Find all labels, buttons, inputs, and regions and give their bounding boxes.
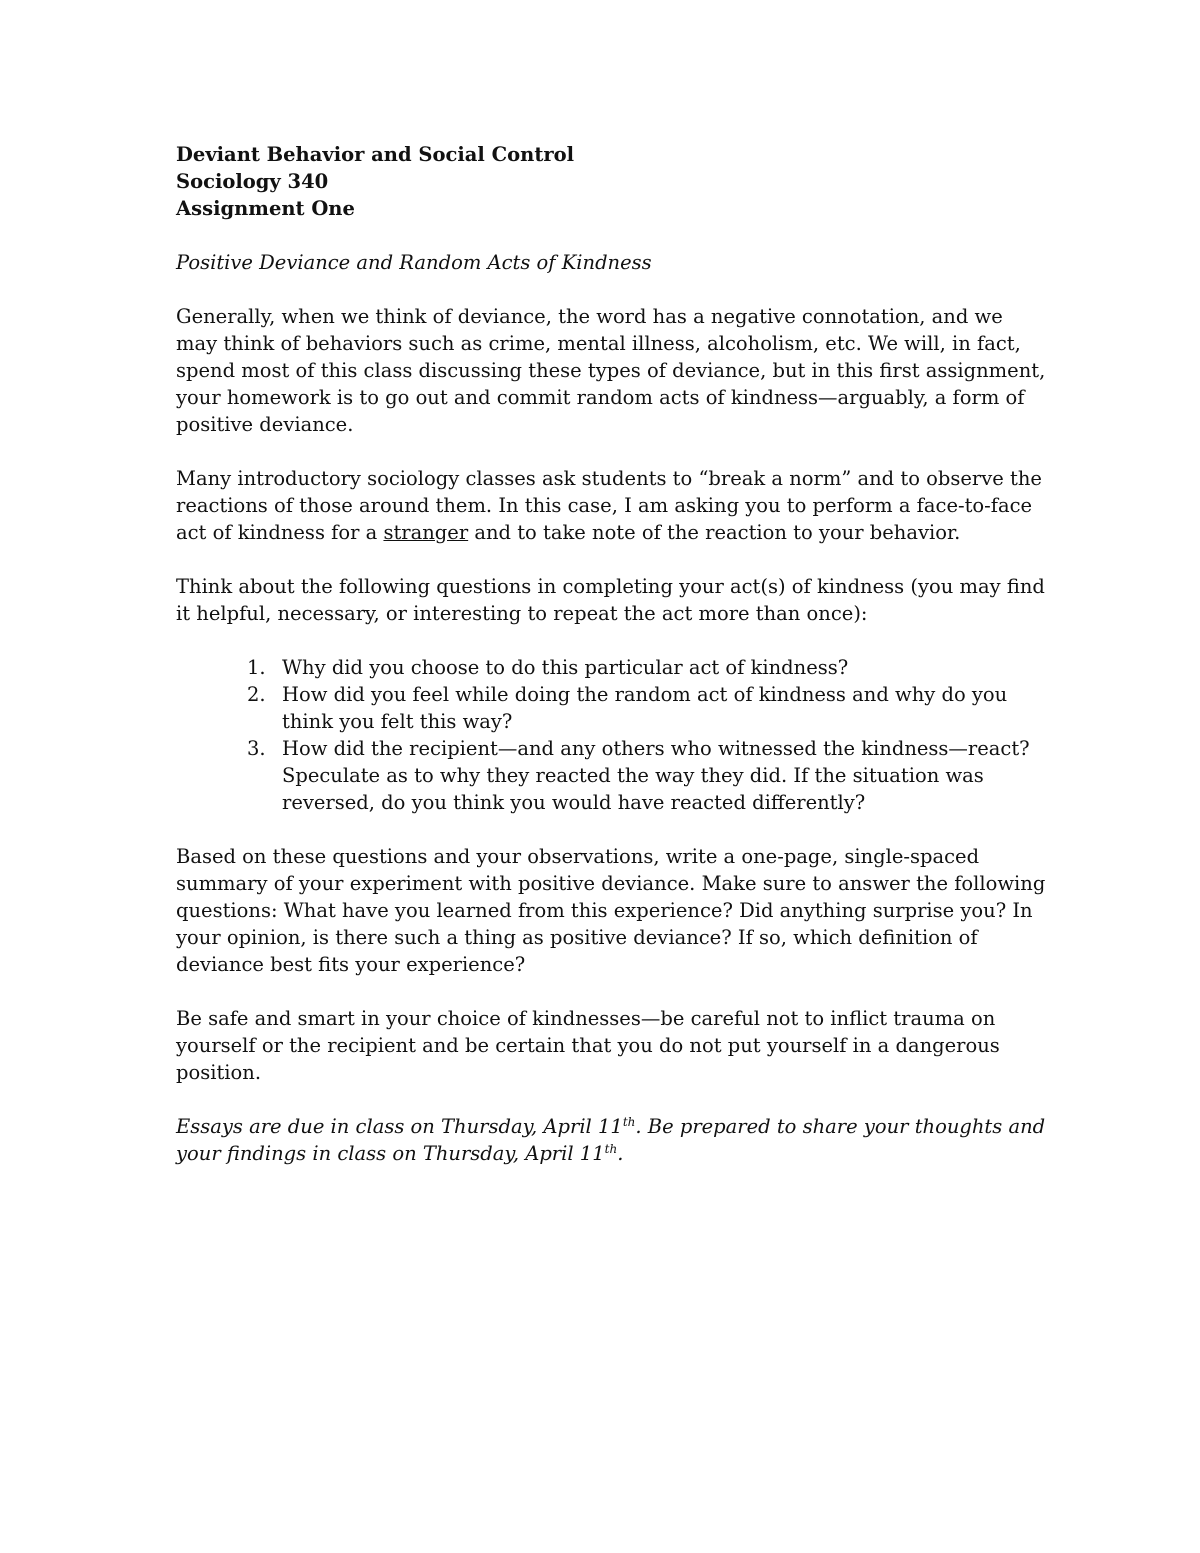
intro-paragraph: Generally, when we think of deviance, the word has a negative connotation, and we may think of behaviors such as crime, mental illness, alcoholism, etc. We will, in fact, spend most of this class discussing these types of deviance, but in this first assignment, your homework is to go out and commit random acts of kindness—arguably, a form of positive deviance. bbox=[176, 305, 1046, 436]
course-number: Sociology 340 bbox=[176, 170, 329, 193]
due-sup2: th bbox=[604, 1142, 618, 1156]
due-text-part2: . Be prepared to share your thoughts and your findings in class on Thursday, April 11 bbox=[176, 1115, 1046, 1165]
assignment-subtitle: Positive Deviance and Random Acts of Kindness bbox=[176, 251, 652, 274]
norm-paragraph-text-after: and to take note of the reaction to your behavior. bbox=[468, 521, 961, 544]
norm-paragraph-text-before: Many introductory sociology classes ask students to “break a norm” and to observe the reactions of those around them. In this case, I am asking you to perform a face-to-face act of kindness for a bbox=[176, 467, 1042, 544]
list-item-text: How did the recipient—and any others who witnessed the kindness—react? Speculate as to why they reacted the way they did. If the situation was reversed, do you think you would have reacted differently? bbox=[282, 737, 1030, 814]
list-item bbox=[247, 735, 1050, 816]
list-item-number: 1. bbox=[247, 656, 266, 679]
norm-paragraph bbox=[176, 465, 1050, 546]
questions-intro-paragraph: Think about the following questions in completing your act(s) of kindness (you may find it helpful, necessary, or interesting to repeat the act more than once): bbox=[176, 575, 1045, 625]
list-item bbox=[247, 654, 1050, 681]
summary-instructions-paragraph: Based on these questions and your observations, write a one-page, single-spaced summary of your experiment with positive deviance. Make sure to answer the following questions: What have you learned from this experience? Did anything surprise you? In your opinion, is there such a thing as positive deviance? If so, which definition of deviance best fits your experience? bbox=[176, 845, 1046, 976]
list-item bbox=[247, 681, 1050, 735]
due-sup1: th bbox=[622, 1115, 636, 1129]
safety-paragraph: Be safe and smart in your choice of kindnesses—be careful not to inflict trauma on yourself or the recipient and be certain that you do not put yourself in a dangerous position. bbox=[176, 1007, 1000, 1084]
list-item-text: Why did you choose to do this particular act of kindness? bbox=[282, 656, 849, 679]
due-text-part1: Essays are due in class on Thursday, April 11 bbox=[176, 1115, 623, 1138]
course-title: Deviant Behavior and Social Control bbox=[176, 143, 575, 166]
questions-list bbox=[176, 654, 1050, 816]
assignment-title: Assignment One bbox=[176, 197, 355, 220]
due-text-part3: . bbox=[617, 1142, 624, 1165]
list-item-number: 3. bbox=[247, 737, 266, 760]
due-date-note bbox=[176, 1113, 1050, 1167]
list-item-text: How did you feel while doing the random act of kindness and why do you think you felt this way? bbox=[282, 683, 1008, 733]
list-item-number: 2. bbox=[247, 683, 266, 706]
stranger-underlined: stranger bbox=[383, 521, 469, 544]
